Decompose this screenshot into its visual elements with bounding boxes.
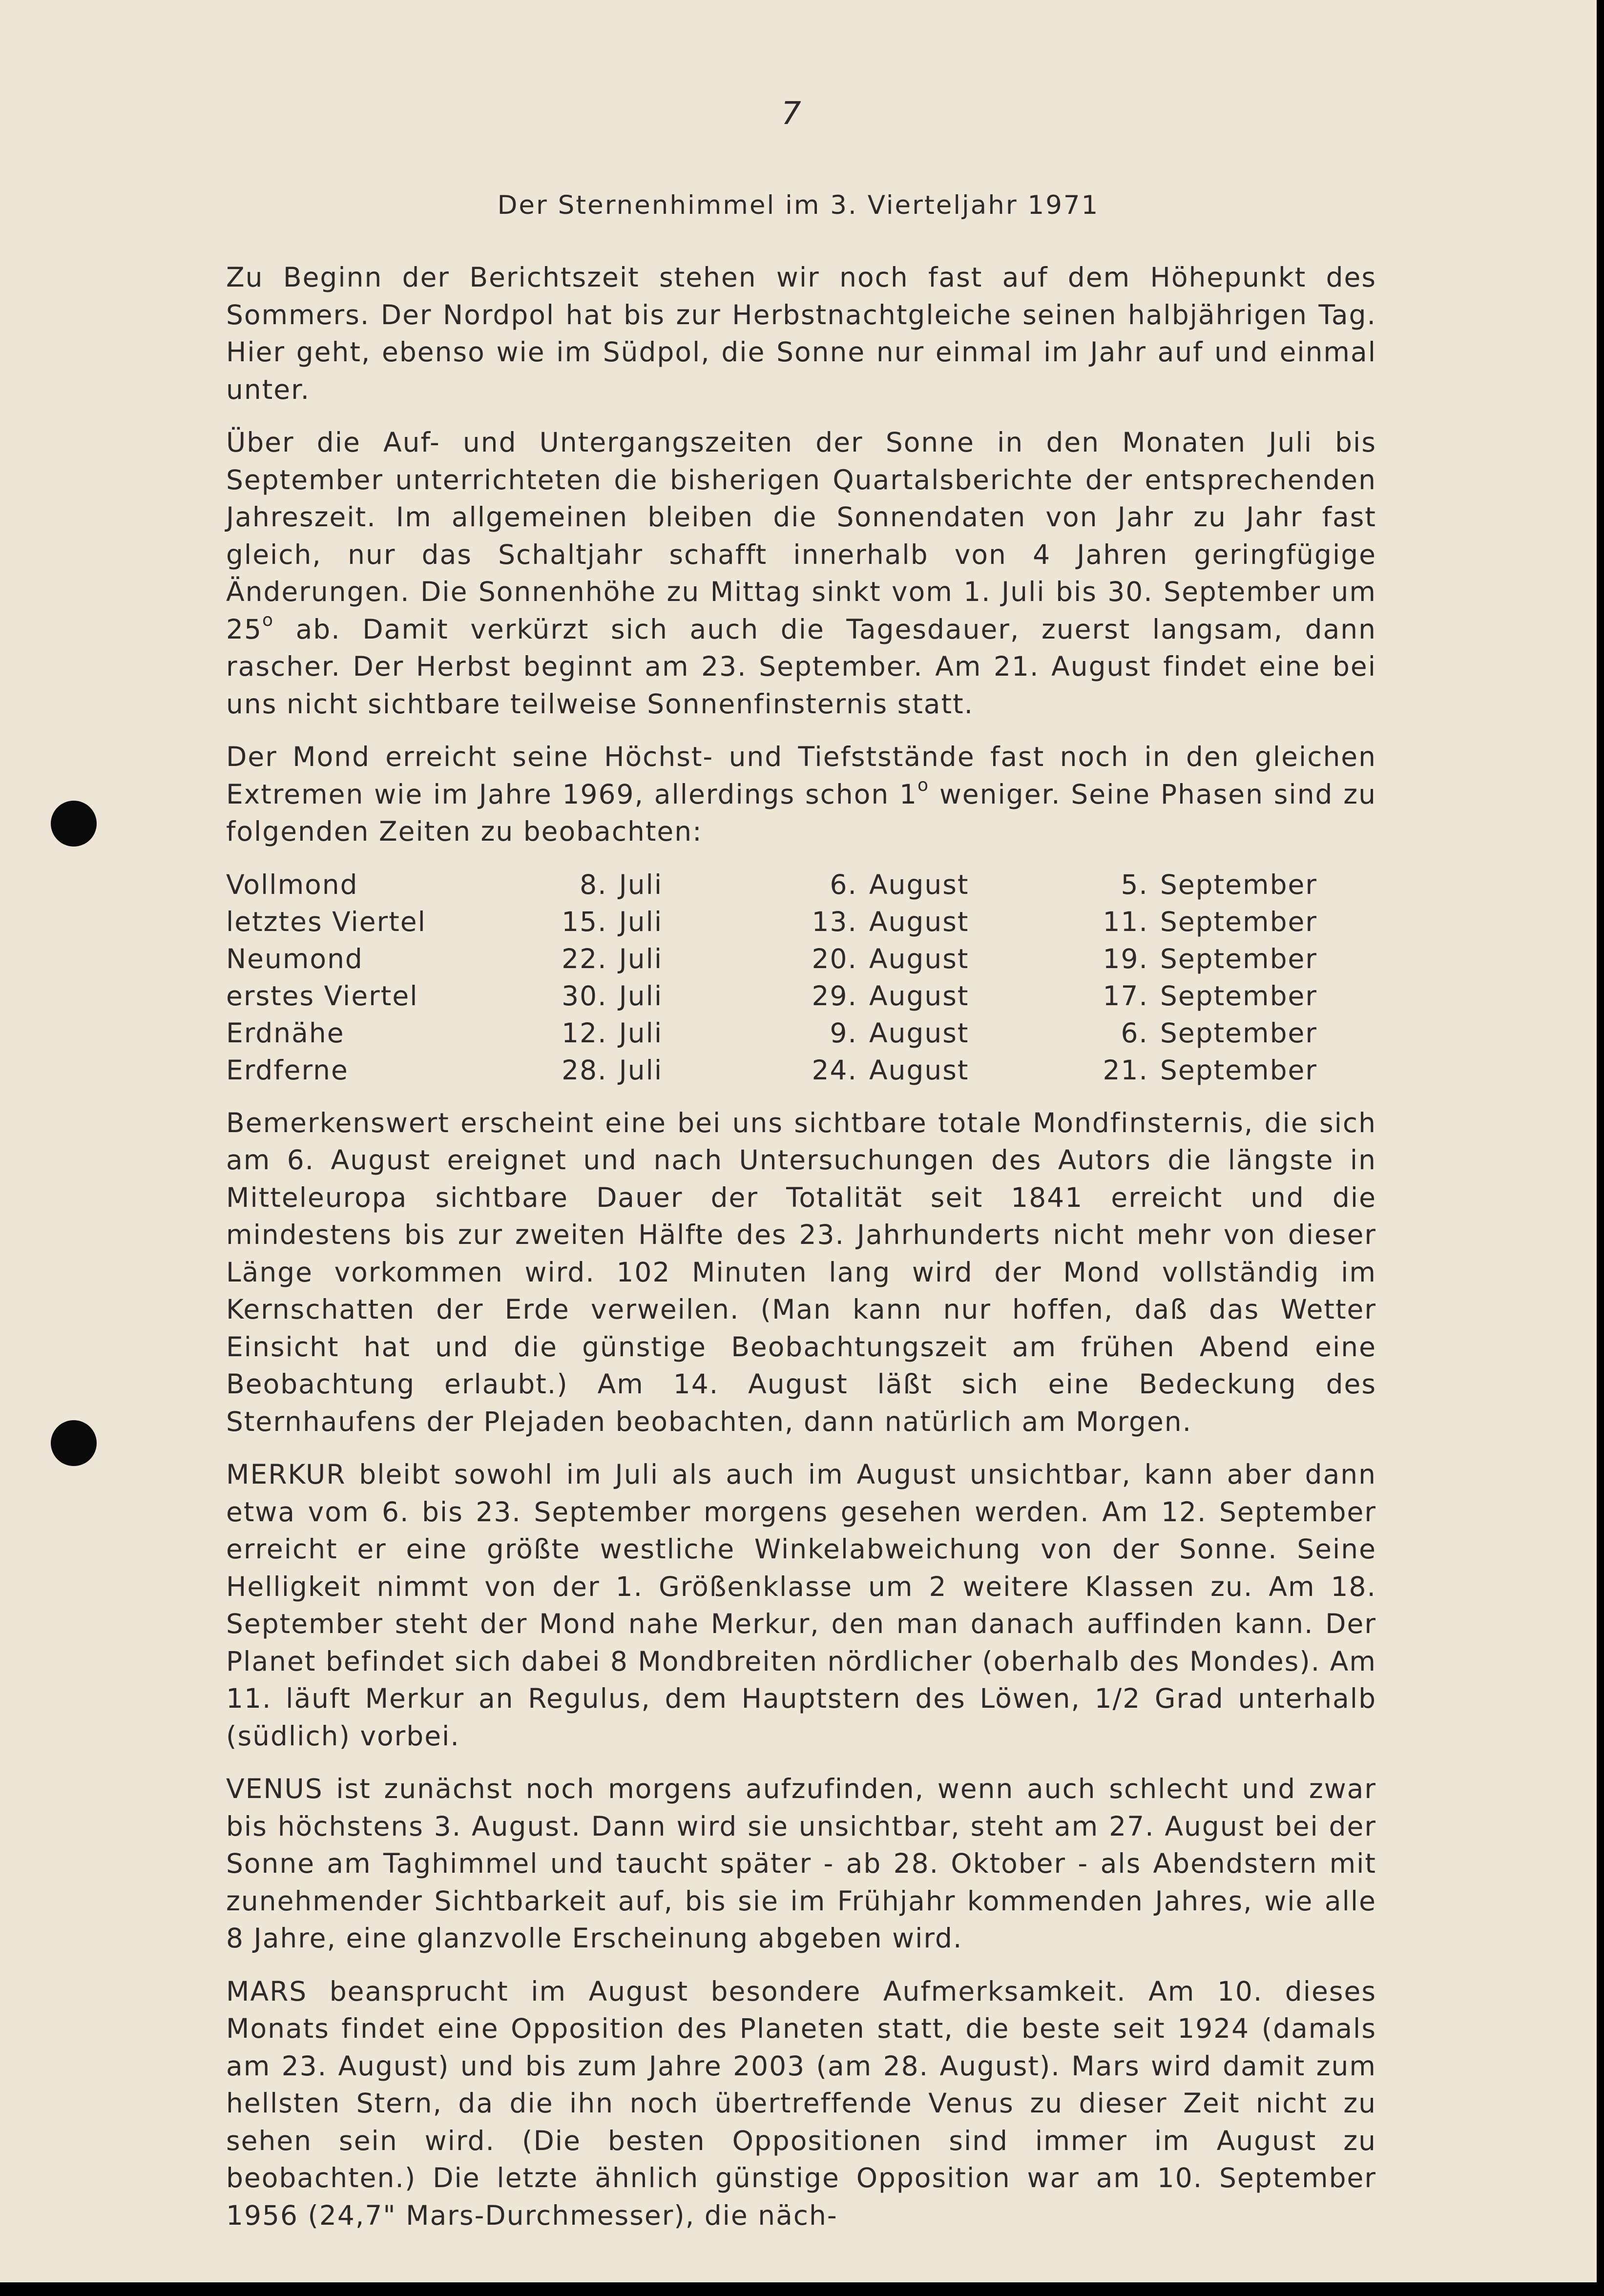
paragraph-sun-text-1: Über die Auf- und Untergangszeiten der Sonne in den Monaten Juli bis September unterrichteten die bisherigen Quartalsberichte der entsprechenden Jahreszeit. Im allgemeinen bleiben die Sonnendaten von Jahr zu Jahr fast gleich, nur das Schaltjahr schafft innerhalb von 4 Jahren geringfügige Änderungen. Die Sonnenhöhe zu Mittag sinkt vom 1. Juli bis 30. September um 25 (226, 427, 1376, 645)
moon-phase-aug-m-cell: August (869, 1017, 969, 1049)
moon-phase-sep-m-cell: September (1160, 1017, 1317, 1049)
moon-phase-aug-cell: 20. (812, 943, 857, 974)
moon-phase-sep-m-cell: September (1160, 869, 1317, 900)
moon-phase-sep-m-cell: September (1160, 980, 1317, 1012)
moon-phase-aug-m-cell: August (869, 869, 969, 900)
degree-mark: o (262, 610, 274, 630)
moon-phase-jul-m-cell: Juli (619, 980, 663, 1012)
punch-hole-lower (51, 1420, 97, 1466)
paragraph-venus: VENUS ist zunächst noch morgens aufzufinden, wenn auch schlecht und zwar bis höchstens 3. August. Dann wird sie unsichtbar, steht am 27. August bei der Sonne am Taghimmel und taucht später - ab 28. Oktober - als Abendstern mit zunehmender Sichtbarkeit auf, bis sie im Frühjahr kommenden Jahres, wie alle 8 Jahre, eine glanzvolle Erscheinung abgeben wird. (226, 1773, 1376, 1954)
paragraph-moon (226, 738, 1376, 850)
moon-phase-sep-m-cell: September (1160, 943, 1317, 974)
paragraph-moon-text-1: Der Mond erreicht seine Höchst- und Tiefststände fast noch in den gleichen Extremen wie im Jahre 1969, allerdings schon 1 (226, 741, 1376, 810)
paragraph-sun-text-2: ab. Damit verkürzt sich auch die Tagesdauer, zuerst langsam, dann rascher. Der Herbst beginnt am 23. September. Am 21. August findet eine bei uns nicht sichtbare teilweise Sonnenfinsternis statt. (226, 613, 1376, 720)
moon-phase-row (226, 940, 1317, 977)
page-number: 7 (781, 96, 802, 132)
moon-phase-aug-cell: 6. (830, 869, 857, 900)
moon-phase-aug-cell: 9. (830, 1017, 857, 1049)
moon-phase-sep-cell: 19. (1103, 943, 1148, 974)
moon-phase-sep-cell: 21. (1103, 1054, 1148, 1086)
moon-phase-label-cell: Erdnähe (226, 1017, 345, 1049)
moon-phase-jul-cell: 30. (562, 980, 607, 1012)
punch-hole-upper (51, 801, 97, 847)
moon-phase-jul-cell: 22. (562, 943, 607, 974)
moon-phase-jul-m-cell: Juli (619, 943, 663, 974)
moon-phase-jul-m-cell: Juli (619, 869, 663, 900)
moon-phase-aug-cell: 13. (812, 906, 857, 937)
paragraph-intro: Zu Beginn der Berichtszeit stehen wir noch fast auf dem Höhepunkt des Sommers. Der Nordpol hat bis zur Herbstnachtgleiche seinen halbjährigen Tag. Hier geht, ebenso wie im Südpol, die Sonne nur einmal im Jahr auf und einmal unter. (226, 262, 1376, 405)
moon-phase-sep-m-cell: September (1160, 1054, 1317, 1086)
moon-phase-row (226, 1052, 1317, 1089)
paragraph-moon-text-2: weniger. Seine Phasen sind zu folgenden Zeiten zu beobachten: (226, 778, 1376, 847)
page-title: Der Sternenhimmel im 3. Vierteljahr 1971 (497, 190, 1100, 220)
moon-phase-aug-m-cell: August (869, 906, 969, 937)
moon-phase-table (226, 866, 1317, 1089)
moon-phase-aug-m-cell: August (869, 1054, 969, 1086)
moon-phase-row (226, 1014, 1317, 1052)
moon-phase-sep-cell: 5. (1121, 869, 1148, 900)
moon-phase-jul-cell: 12. (562, 1017, 607, 1049)
moon-phase-aug-m-cell: August (869, 943, 969, 974)
moon-phase-row (226, 866, 1317, 903)
moon-phase-sep-cell: 6. (1121, 1017, 1148, 1049)
moon-phase-label-cell: Neumond (226, 943, 363, 974)
paragraph-sun (226, 424, 1376, 723)
paragraph-eclipse: Bemerkenswert erscheint eine bei uns sichtbare totale Mondfinsternis, die sich am 6. August ereignet und nach Untersuchungen des Autors die längste in Mitteleuropa sichtbare Dauer der Totalität seit 1841 erreicht und die mindestens bis zur zweiten Hälfte des 23. Jahrhunderts nicht mehr von dieser Länge vorkommen wird. 102 Minuten lang wird der Mond vollständig im Kernschatten der Erde verweilen. (Man kann nur hoffen, daß das Wetter Einsicht hat und die günstige Beobachtungszeit am frühen Abend eine Beobachtung erlaubt.) Am 14. August läßt sich eine Bedeckung des Sternhaufens der Plejaden beobachten, dann natürlich am Morgen. (226, 1107, 1376, 1437)
moon-phase-aug-m-cell: August (869, 980, 969, 1012)
moon-phase-label-cell: erstes Viertel (226, 980, 418, 1012)
document-body (226, 259, 1376, 2250)
paragraph-mars: MARS beansprucht im August besondere Aufmerksamkeit. Am 10. dieses Monats findet eine Opposition des Planeten statt, die beste seit 1924 (damals am 23. August) und bis zum Jahre 2003 (am 28. August). Mars wird damit zum hellsten Stern, da die ihn noch übertreffende Venus zu dieser Zeit nicht zu sehen sein wird. (Die besten Oppositionen sind immer im August zu beobachten.) Die letzte ähnlich günstige Opposition war am 10. September 1956 (24,7" Mars-Durchmesser), die näch- (226, 1975, 1376, 2231)
moon-phase-jul-m-cell: Juli (619, 1017, 663, 1049)
moon-phase-label-cell: letztes Viertel (226, 906, 426, 937)
degree-mark: o (917, 775, 930, 795)
moon-phase-jul-m-cell: Juli (619, 906, 663, 937)
moon-phase-jul-cell: 15. (562, 906, 607, 937)
moon-phase-label-cell: Erdferne (226, 1054, 349, 1086)
moon-phase-sep-m-cell: September (1160, 906, 1317, 937)
moon-phase-jul-m-cell: Juli (619, 1054, 663, 1086)
moon-phase-row (226, 977, 1317, 1014)
moon-phase-row (226, 903, 1317, 940)
moon-phase-label-cell: Vollmond (226, 869, 358, 900)
moon-phase-jul-cell: 8. (580, 869, 607, 900)
moon-phase-aug-cell: 29. (812, 980, 857, 1012)
moon-phase-jul-cell: 28. (562, 1054, 607, 1086)
moon-phase-aug-cell: 24. (812, 1054, 857, 1086)
moon-phase-sep-cell: 11. (1103, 906, 1148, 937)
moon-phase-sep-cell: 17. (1103, 980, 1148, 1012)
paragraph-merkur: MERKUR bleibt sowohl im Juli als auch im August unsichtbar, kann aber dann etwa vom 6. bis 23. September morgens gesehen werden. Am 12. September erreicht er eine größte westliche Winkelabweichung von der Sonne. Seine Helligkeit nimmt von der 1. Größenklasse um 2 weitere Klassen zu. Am 18. September steht der Mond nahe Merkur, den man danach auffinden kann. Der Planet befindet sich dabei 8 Mondbreiten nördlicher (oberhalb des Mondes). Am 11. läuft Merkur an Regulus, dem Hauptstern des Löwen, 1/2 Grad unterhalb (südlich) vorbei. (226, 1459, 1376, 1752)
